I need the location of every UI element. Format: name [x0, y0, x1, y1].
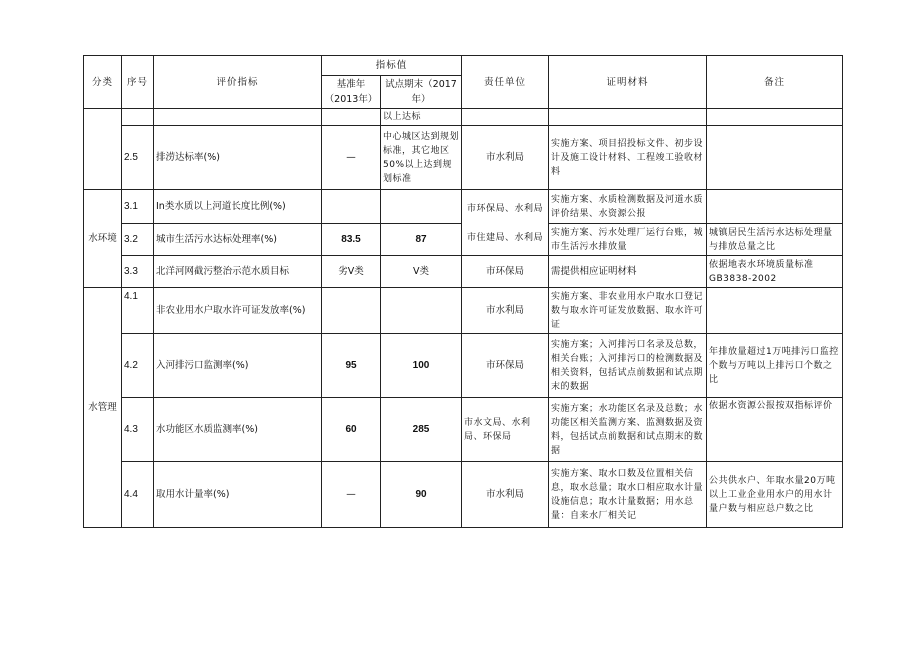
row-pilot: 90: [381, 462, 462, 528]
header-unit: 责任单位: [462, 56, 549, 109]
row-evidence: 实施方案、非农业用水户取水口登记数与取水许可证发放数据、取水许可证: [549, 288, 707, 334]
row-baseline: 60: [322, 398, 381, 462]
row-remark: [707, 288, 843, 334]
row-pilot: 中心城区达到规划标准，其它地区50%以上达到规划标准: [381, 126, 462, 190]
header-evidence: 证明材料: [549, 56, 707, 109]
row-seq: 3.3: [122, 256, 154, 288]
header-index-value: 指标值: [322, 56, 462, 76]
row-unit: 市环保局: [462, 334, 549, 398]
header-category: 分类: [84, 56, 122, 109]
row-indicator: 水功能区水质监测率(%): [154, 398, 322, 462]
row-evidence: 实施方案、项目招投标文件、初步设计及施工设计材料、工程竣工验收材料: [549, 126, 707, 190]
row-seq: 4.2: [122, 334, 154, 398]
category-water-management: 水管理: [84, 288, 122, 528]
row-indicator: 排涝达标率(%): [154, 126, 322, 190]
row-baseline: [322, 288, 381, 334]
row-evidence: 实施方案；入河排污口名录及总数，相关台账；入河排污口的检测数据及相关资料，包括试点前数据和试点期末的数据: [549, 334, 707, 398]
category-water-environment: 水环境: [84, 190, 122, 288]
row-remark: 依据水资源公报按双指标评价: [707, 398, 843, 462]
header-remark: 备注: [707, 56, 843, 109]
row-evidence: 实施方案、污水处理厂运行台账，城市生活污水排放量: [549, 224, 707, 256]
row-baseline: 83.5: [322, 224, 381, 256]
row-indicator: 城市生活污水达标处理率(%): [154, 224, 322, 256]
carry-over-pilot: 以上达标: [381, 109, 462, 126]
row-evidence: 实施方案、水质检测数据及河道水质评价结果、水资源公报: [549, 190, 707, 224]
row-remark: 城镇居民生活污水达标处理量与排放总量之比: [707, 224, 843, 256]
row-unit: 市水利局: [462, 126, 549, 190]
row-evidence: 需提供相应证明材料: [549, 256, 707, 288]
row-indicator: In类水质以上河道长度比例(%): [154, 190, 322, 224]
row-pilot: [381, 288, 462, 334]
row-remark: 依据地表水环境质量标准GB3838-2002: [707, 256, 843, 288]
row-remark: 年排放量超过1万吨排污口监控个数与万吨以上排污口个数之比: [707, 334, 843, 398]
row-baseline: [322, 190, 381, 224]
row-evidence: 实施方案；水功能区名录及总数；水功能区相关监测方案、监测数据及资料，包括试点前数据和试点期末的数据: [549, 398, 707, 462]
row-remark: 公共供水户、年取水量20万吨以上工业企业用水户的用水计量户数与相应总户数之比: [707, 462, 843, 528]
indicator-table: [83, 55, 843, 528]
row-pilot: 87: [381, 224, 462, 256]
row-unit-3-2: 市住建局、水利局: [467, 233, 544, 243]
row-unit: 市水文局、水利局、环保局: [462, 398, 549, 462]
row-indicator: 北洋河网截污整治示范水质目标: [154, 256, 322, 288]
header-pilot: 试点期末（2017年）: [381, 76, 462, 109]
row-unit: 市环保局: [462, 256, 549, 288]
row-remark: [707, 126, 843, 190]
row-seq: 4.3: [122, 398, 154, 462]
row-remark: [707, 190, 843, 224]
header-indicator: 评价指标: [154, 56, 322, 109]
row-pilot: V类: [381, 256, 462, 288]
row-unit: 市水利局: [462, 462, 549, 528]
row-seq: 4.1: [122, 288, 154, 334]
row-indicator: 入河排污口监测率(%): [154, 334, 322, 398]
row-pilot: 100: [381, 334, 462, 398]
category-cell-continued: [84, 109, 122, 190]
row-unit: 市水利局: [462, 288, 549, 334]
row-unit-3-1: 市环保局、水利局: [467, 204, 544, 214]
row-pilot: [381, 190, 462, 224]
row-baseline: 劣V类: [322, 256, 381, 288]
row-seq: 3.1: [122, 190, 154, 224]
header-seq: 序号: [122, 56, 154, 109]
header-baseline: 基准年（2013年）: [322, 76, 381, 109]
row-unit: [462, 190, 549, 256]
row-evidence: 实施方案、取水口数及位置相关信息，取水总量；取水口相应取水计量设施信息；取水计量数据；用水总量：自来水厂相关记: [549, 462, 707, 528]
row-indicator: 取用水计量率(%): [154, 462, 322, 528]
row-baseline: —: [322, 462, 381, 528]
row-baseline: —: [322, 126, 381, 190]
row-seq: 2.5: [122, 126, 154, 190]
row-baseline: 95: [322, 334, 381, 398]
row-seq: 4.4: [122, 462, 154, 528]
row-indicator: 非农业用水户取水许可证发放率(%): [154, 288, 322, 334]
row-seq: 3.2: [122, 224, 154, 256]
row-pilot: 285: [381, 398, 462, 462]
